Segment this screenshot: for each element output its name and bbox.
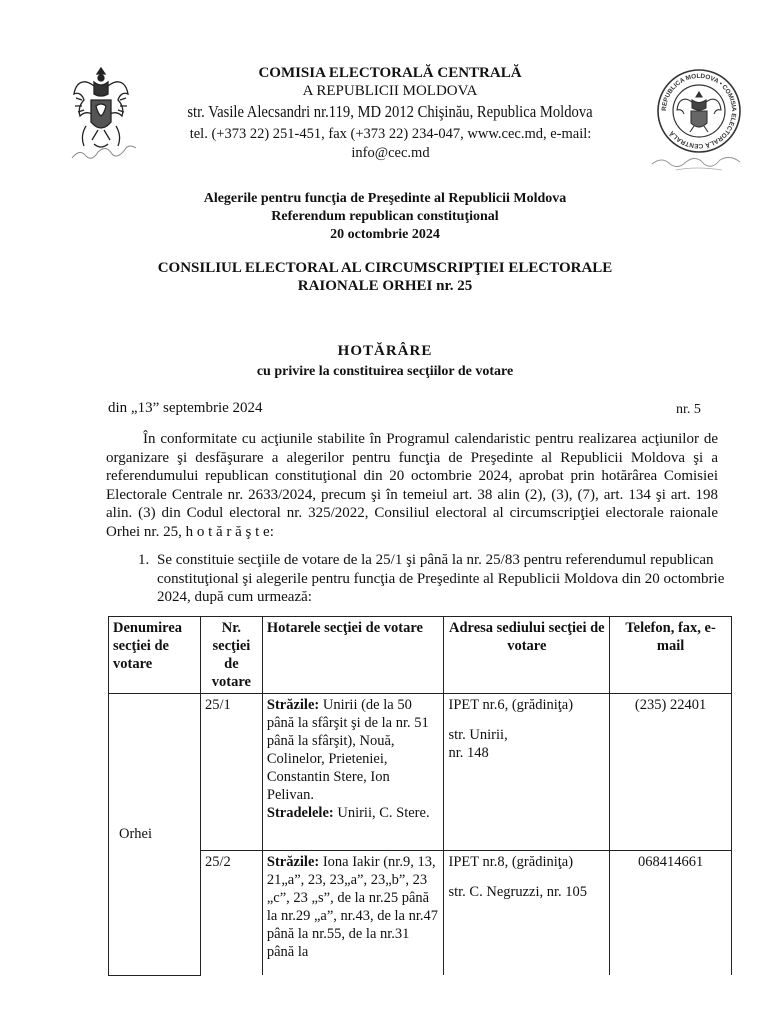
locality-cell: Orhei: [109, 694, 201, 976]
decision-item-1: [138, 551, 728, 607]
station-phone: (235) 22401: [610, 694, 732, 851]
streets-label: Străzile:: [266, 854, 320, 870]
streets-text: Iona Iakir (nr.9, 13, 21„a”, 23, 23„a”, 23„b”, 23 „c”, 23 „s”, de la nr.25 până la nr.29 „a”, nr.43, de la nr.47 până la nr.55, de la nr.31 până la: [266, 854, 439, 960]
polling-stations-table: [108, 616, 732, 976]
organization-name: COMISIA ELECTORALĂ CENTRALĂ: [258, 65, 522, 81]
council-subtitle: RAIONALE ORHEI nr. 25: [297, 278, 473, 294]
organization-contacts: tel. (+373 22) 251-451, fax (+373 22) 234-047, www.cec.md, e-mail: info@cec.md: [189, 126, 592, 161]
column-header: Telefon, fax, e-mail: [610, 617, 732, 694]
item-text: Se constituie secţiile de votare de la 25/1 şi până la nr. 25/83 pentru referendumul republican constituţional şi alegerile pentru funcţia de Preşedinte al Republicii Moldova din 20 octombrie 2024, după cum urmează:: [157, 552, 725, 605]
column-header: Hotarele secţiei de votare: [262, 617, 444, 694]
election-date: 20 octombrie 2024: [330, 227, 440, 242]
council-title: CONSILIUL ELECTORAL AL CIRCUMSCRIPŢIEI ELECTORALE: [157, 260, 613, 276]
station-boundaries: [262, 851, 444, 976]
column-header: Denumirea secţiei de votare: [109, 617, 201, 694]
station-boundaries: [262, 694, 444, 851]
alleys-label: Stradelele:: [266, 805, 334, 821]
decision-date: din „13” septembrie 2024: [108, 400, 263, 416]
station-address: [444, 694, 610, 851]
decision-number: nr. 5: [676, 402, 701, 417]
address-line: str. Unirii,: [448, 727, 508, 743]
cec-round-seal-icon: [656, 68, 742, 154]
signature-scribble-right: [646, 150, 756, 174]
decision-title: HOTĂRÂRE: [337, 343, 433, 359]
item-number: 1.: [138, 552, 150, 568]
streets-text: Unirii (de la 50 până la sfârşit şi de la nr. 51 până la sfârşit), Nouă, Colinelor, Prieteniei, Constantin Stere, Ion Pelivan.: [266, 697, 429, 803]
address-line: IPET nr.6, (grădiniţa): [448, 697, 574, 713]
alleys-text: Unirii, C. Stere.: [337, 805, 430, 821]
column-header: Adresa sediului secţiei de votare: [444, 617, 610, 694]
election-title: Alegerile pentru funcţia de Preşedinte al Republicii Moldova: [203, 191, 567, 206]
address-line: nr. 148: [448, 745, 489, 761]
signature-scribble-left: [68, 142, 140, 164]
table-row: [109, 694, 732, 851]
column-header: Nr. secţiei de votare: [200, 617, 262, 694]
seal-text: REPUBLICA MOLDOVA • COMISIA ELECTORALĂ CENTRALĂ: [660, 72, 738, 150]
organization-country: A REPUBLICII MOLDOVA: [302, 83, 478, 99]
address-line: IPET nr.8, (grădiniţa): [448, 854, 574, 870]
table-header-row: [109, 617, 732, 694]
decision-subtitle: cu privire la constituirea secţiilor de votare: [256, 364, 514, 379]
station-phone: 068414661: [610, 851, 732, 976]
address-line: str. C. Negruzzi, nr. 105: [448, 884, 588, 900]
table-row: [109, 851, 732, 976]
station-number: 25/2: [200, 851, 262, 976]
streets-label: Străzile:: [266, 697, 320, 713]
station-number: 25/1: [200, 694, 262, 851]
organization-address: str. Vasile Alecsandri nr.119, MD 2012 Chişinău, Republica Moldova: [187, 102, 593, 121]
station-address: [444, 851, 610, 976]
preamble-paragraph: În conformitate cu acţiunile stabilite în Programul calendaristic pentru realizarea acţiunilor de organizare şi desfăşurare a alegerilor pentru funcţia de Preşedinte al Republicii Moldova şi a referendumului republican constituţional din 20 octombrie 2024, aprobat prin hotărârea Comisiei Electorale Centrale nr. 2633/2024, precum şi în temeiul art. 38 alin (2), (3), (7), art. 134 şi art. 198 alin. (3) din Codul electoral nr. 325/2022, Consiliul electoral al circumscripţiei electorale raionale Orhei nr. 25, h o t ă r ă ş t e:: [106, 431, 718, 540]
referendum-title: Referendum republican constituţional: [271, 209, 499, 224]
